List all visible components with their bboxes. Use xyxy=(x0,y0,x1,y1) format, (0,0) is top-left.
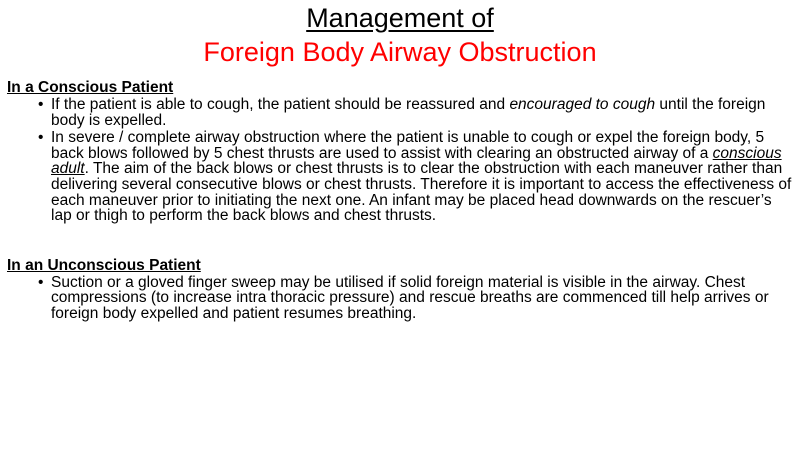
bullet-emphasis: encouraged to cough xyxy=(509,96,656,113)
bullet-marker: • xyxy=(38,273,44,291)
title-line-2: Foreign Body Airway Obstruction xyxy=(203,37,597,67)
bullet-item-cough xyxy=(38,97,793,128)
slide-body xyxy=(7,79,793,324)
bullet-text: Suction or a gloved finger sweep may be utilised if solid foreign material is visible in the airway. Chest compressions (to increase intra thoracic pressure) and rescue breaths are commenced till help arrives or foreign body expelled and patient resumes breathing. xyxy=(51,273,769,322)
bullet-text: In severe / complete airway obstruction where the patient is unable to cough or expel the foreign body, 5 back blows followed by 5 chest thrusts are used to assist with clearing an obstructed airway of a xyxy=(51,129,765,162)
title-line-1: Management of xyxy=(306,3,494,33)
section-unconscious xyxy=(7,257,793,322)
bullet-list-conscious xyxy=(7,97,793,224)
section-spacer xyxy=(7,226,793,257)
bullet-marker: • xyxy=(38,129,44,147)
slide-title xyxy=(0,2,800,69)
bullet-item-suction xyxy=(38,275,793,322)
bullet-emphasis-underlined: conscious adult xyxy=(51,144,782,178)
bullet-list-unconscious xyxy=(7,275,793,322)
section-heading-conscious: In a Conscious Patient xyxy=(7,79,174,96)
section-heading-unconscious: In an Unconscious Patient xyxy=(7,256,201,274)
bullet-item-severe-obstruction xyxy=(38,130,793,224)
bullet-text: until the foreign body is expelled. xyxy=(51,96,766,129)
bullet-marker: • xyxy=(38,96,44,113)
bullet-text: . The aim of the back blows or chest thrusts is to clear the obstruction with each maneuver rather than delivering several consecutive blows or chest thrusts. Therefore it is important to access the effectiveness of each maneuver prior to initiating the next one. An infant may be placed head downwards on the rescuer’s lap or thigh to perform the back blows and chest thrusts. xyxy=(51,160,792,225)
bullet-text: If the patient is able to cough, the patient should be reassured and xyxy=(51,96,510,113)
section-conscious xyxy=(7,79,793,224)
